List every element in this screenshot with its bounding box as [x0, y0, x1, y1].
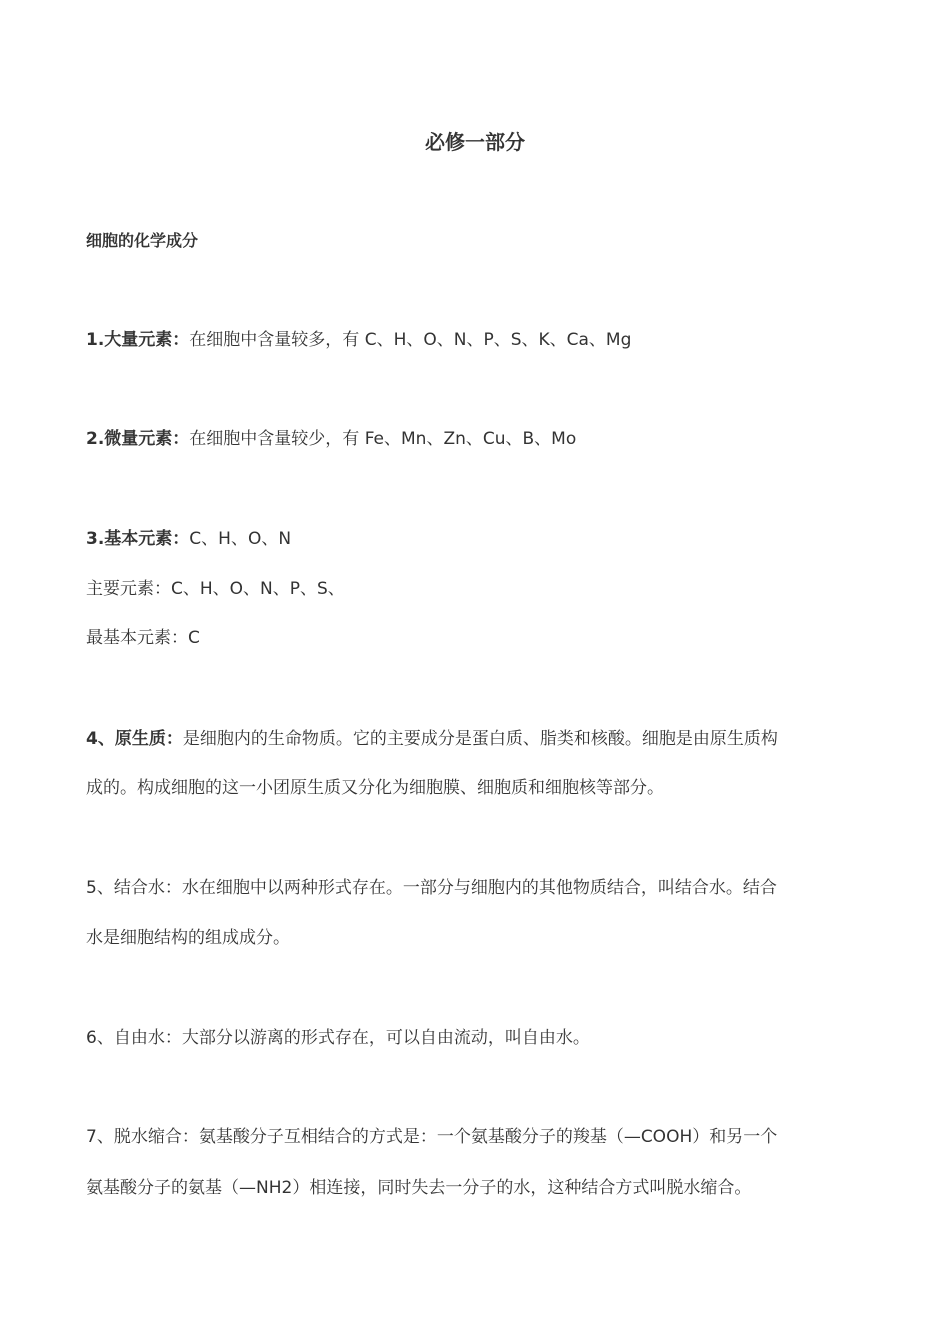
item-free-water	[86, 1013, 876, 1063]
item-basic-elements	[86, 514, 876, 564]
item-text: 成的。构成细胞的这一小团原生质又分化为细胞膜、细胞质和细胞核等部分。	[86, 778, 664, 798]
item-bound-water	[86, 863, 876, 913]
item-text: C、H、O、N	[189, 529, 292, 549]
item-term: 3.基本元素：	[86, 529, 190, 549]
item-term: 4、原生质：	[86, 729, 183, 749]
item-text: 7、脱水缩合：氨基酸分子互相结合的方式是：一个氨基酸分子的羧基（—COOH）和另一个	[86, 1127, 778, 1147]
item-trace-elements	[86, 414, 876, 464]
page-title: 必修一部分	[425, 130, 525, 154]
item-dehydration-condensation	[86, 1112, 876, 1162]
item-text: 主要元素：C、H、O、N、P、S、	[86, 579, 345, 599]
item-most-basic-element	[86, 613, 876, 663]
item-text: 水是细胞结构的组成成分。	[86, 928, 290, 948]
item-text: 在细胞中含量较多，有 C、H、O、N、P、S、K、Ca、Mg	[189, 330, 632, 350]
item-protoplasm	[86, 714, 876, 764]
item-bound-water-cont	[86, 913, 876, 963]
item-text: 最基本元素：C	[86, 628, 200, 648]
section-heading: 细胞的化学成分	[86, 231, 199, 250]
item-dehydration-condensation-cont	[86, 1163, 876, 1213]
item-text: 是细胞内的生命物质。它的主要成分是蛋白质、脂类和核酸。细胞是由原生质构	[182, 729, 778, 749]
item-text: 氨基酸分子的氨基（—NH2）相连接，同时失去一分子的水，这种结合方式叫脱水缩合。	[86, 1178, 752, 1198]
item-main-elements	[86, 564, 876, 614]
item-term: 2.微量元素：	[86, 429, 190, 449]
item-text: 在细胞中含量较少，有 Fe、Mn、Zn、Cu、B、Mo	[189, 429, 577, 449]
item-macro-elements	[86, 315, 876, 365]
item-text: 6、自由水：大部分以游离的形式存在，可以自由流动，叫自由水。	[86, 1028, 590, 1048]
item-protoplasm-cont	[86, 763, 876, 813]
item-term: 1.大量元素：	[86, 330, 190, 350]
item-text: 5、结合水：水在细胞中以两种形式存在。一部分与细胞内的其他物质结合，叫结合水。结合	[86, 878, 777, 898]
